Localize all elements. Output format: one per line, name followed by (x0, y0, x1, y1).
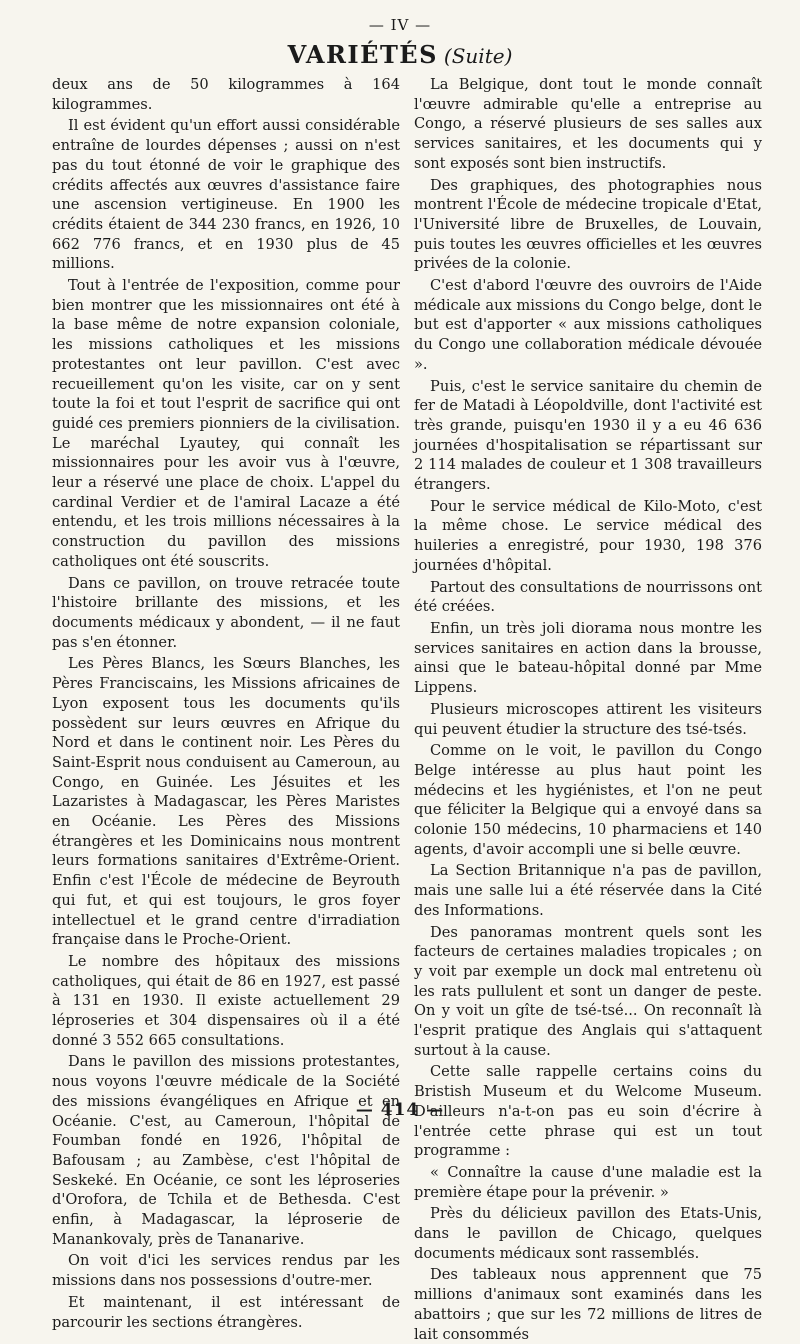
paragraph: Plusieurs microscopes attirent les visiteurs qui peuvent étudier la structure des tsé-tsés. (414, 700, 762, 738)
paragraph: Pour le service médical de Kilo-Moto, c'est la même chose. Le service médical des huileries a enregistré, pour 1930, 198 376 journées d'hôpital. (414, 497, 762, 574)
right-column (414, 75, 762, 1343)
paragraph: Le nombre des hôpitaux des missions catholiques, qui était de 86 en 1927, est passé à 131 en 1930. Il existe actuellement 29 léproseries et 304 dispensaires où il a été donné 3 552 665 consultations. (52, 952, 400, 1049)
paragraph: Partout des consultations de nourrissons ont été créées. (414, 578, 762, 616)
paragraph: Tout à l'entrée de l'exposition, comme pour bien montrer que les missionnaires ont été à la base même de notre expansion coloniale, les missions catholiques et les missions protestantes ont leur pavillon. C'est avec recueillement qu'on les visite, car on y sent toute la foi et tout l'esprit de sacrifice qui ont guidé ces premiers pionniers de la civilisation. Le maréchal Lyautey, qui connaît les missionnaires pour les avoir vus à l'œuvre, leur a réservé une place de choix. L'appel du cardinal Verdier et de l'amiral Lacaze a été entendu, et les trois millions nécessaires à la construction du pavillon des missions catholiques ont été souscrits. (52, 277, 400, 570)
paragraph: « Connaître la cause d'une maladie est la première étape pour la prévenir. » (414, 1163, 762, 1201)
paragraph: La Belgique, dont tout le monde connaît l'œuvre admirable qu'elle a entreprise au Congo, a réservé plusieurs de ses salles aux services sanitaires, et les documents qui y sont exposés sont bien instructifs. (414, 76, 762, 172)
paragraph: Enfin, un très joli diorama nous montre les services sanitaires en action dans la brousse, ainsi que le bateau-hôpital donné par Mme Lippens. (414, 619, 762, 697)
paragraph: Il est évident qu'un effort aussi considérable entraîne de lourdes dépenses ; aussi on n'est pas du tout étonné de voir le graphique des crédits affectés aux œuvres d'assistance faire une ascension vertigineuse. En 1900 les crédits étaient de 344 230 francs, en 1926, 10 662 776 francs, et en 1930 plus de 45 millions. (52, 117, 400, 273)
page-number: — 414 — (355, 1100, 445, 1120)
paragraph: Des graphiques, des photographies nous montrent l'École de médecine tropicale d'Etat, l'Université libre de Bruxelles, de Louvain, puis toutes les œuvres officielles et les œuvres privées de la colonie. (414, 176, 762, 273)
section-subtitle: (Suite) (443, 44, 513, 68)
paragraph: Dans ce pavillon, on trouve retracée toute l'histoire brillante des missions, et les documents médicaux y abondent, — il ne faut pas s'en étonner. (52, 574, 400, 651)
paragraph: Et maintenant, il est intéressant de parcourir les sections étrangères. (52, 1293, 400, 1331)
paragraph: C'est d'abord l'œuvre des ouvroirs de l'Aide médicale aux missions du Congo belge, dont le but est d'apporter « aux missions catholiques du Congo une collaboration médicale dévouée ». (414, 277, 762, 373)
paragraph: Des panoramas montrent quels sont les facteurs de certaines maladies tropicales ; on y voit par exemple un dock mal entretenu où les rats pullulent et sont un danger de peste. On y voit un gîte de tsé-tsé... On reconnaît là l'esprit pratique des Anglais qui s'attaquent surtout à la cause. (414, 923, 762, 1059)
section-title-text: VARIÉTÉS (287, 40, 438, 69)
paragraph: Puis, c'est le service sanitaire du chemin de fer de Matadi à Léopoldville, dont l'activité est très grande, puisqu'en 1930 il y a eu 46 636 journées d'hospitalisation se répartissant sur 2 114 malades de couleur et 1 308 travailleurs étrangers. (414, 377, 762, 494)
paragraph: Des tableaux nous apprennent que 75 millions d'animaux sont examinés dans les abattoirs ; que sur les 72 millions de litres de lait consommés (414, 1266, 762, 1343)
paragraph: Les Pères Blancs, les Sœurs Blanches, les Pères Franciscains, les Missions africaines de Lyon exposent tous les documents qu'ils possèdent sur leurs œuvres en Afrique du Nord et dans le continent noir. Les Pères du Saint-Esprit nous conduisent au Cameroun, au Congo, en Guinée. Les Jésuites et les Lazaristes à Madagascar, les Pères Maristes en Océanie. Les Pères des Missions étrangères et les Dominicains nous montrent leurs formations sanitaires d'Extrême-Orient. Enfin c'est l'École de médecine de Beyrouth qui fut, et qui est toujours, le gros foyer intellectuel et le grand centre d'irradiation française dans le Proche-Orient. (52, 655, 400, 949)
paragraph: Comme on le voit, le pavillon du Congo Belge intéresse au plus haut point les médecins et les hygiénistes, et l'on ne peut que féliciter la Belgique qui a envoyé dans sa colonie 150 médecins, 10 pharmaciens et 140 agents, d'avoir accompli une si belle œuvre. (414, 742, 762, 858)
paragraph: Cette salle rappelle certains coins du Bristish Museum et du Welcome Museum. D'ailleurs n'a-t-on pas eu soin d'écrire à l'entrée cette phrase qui est un tout programme : (414, 1063, 762, 1160)
paragraph: Près du délicieux pavillon des Etats-Unis, dans le pavillon de Chicago, quelques documents médicaux sont rassemblés. (414, 1205, 762, 1262)
paragraph: On voit d'ici les services rendus par les missions dans nos possessions d'outre-mer. (52, 1252, 400, 1290)
paragraph: deux ans de 50 kilogrammes à 164 kilogrammes. (52, 76, 400, 113)
section-title (0, 40, 800, 69)
paragraph: Dans le pavillon des missions protestantes, nous voyons l'œuvre médicale de la Société des missions évangéliques en Afrique et en Océanie. C'est, au Cameroun, l'hôpital de Foumban fondé en 1926, l'hôpital de Bafousam ; au Zambèse, c'est l'hôpital de Seskeké. En Océanie, ce sont les léproseries d'Orofora, de Tchila et de Bethesda. C'est enfin, à Madagascar, la léproserie de Manankovaly, près de Tananarive. (52, 1053, 400, 1248)
page-roman-numeral: — IV — (368, 16, 432, 34)
paragraph: La Section Britannique n'a pas de pavillon, mais une salle lui a été réservée dans la Cité des Informations. (414, 862, 762, 919)
